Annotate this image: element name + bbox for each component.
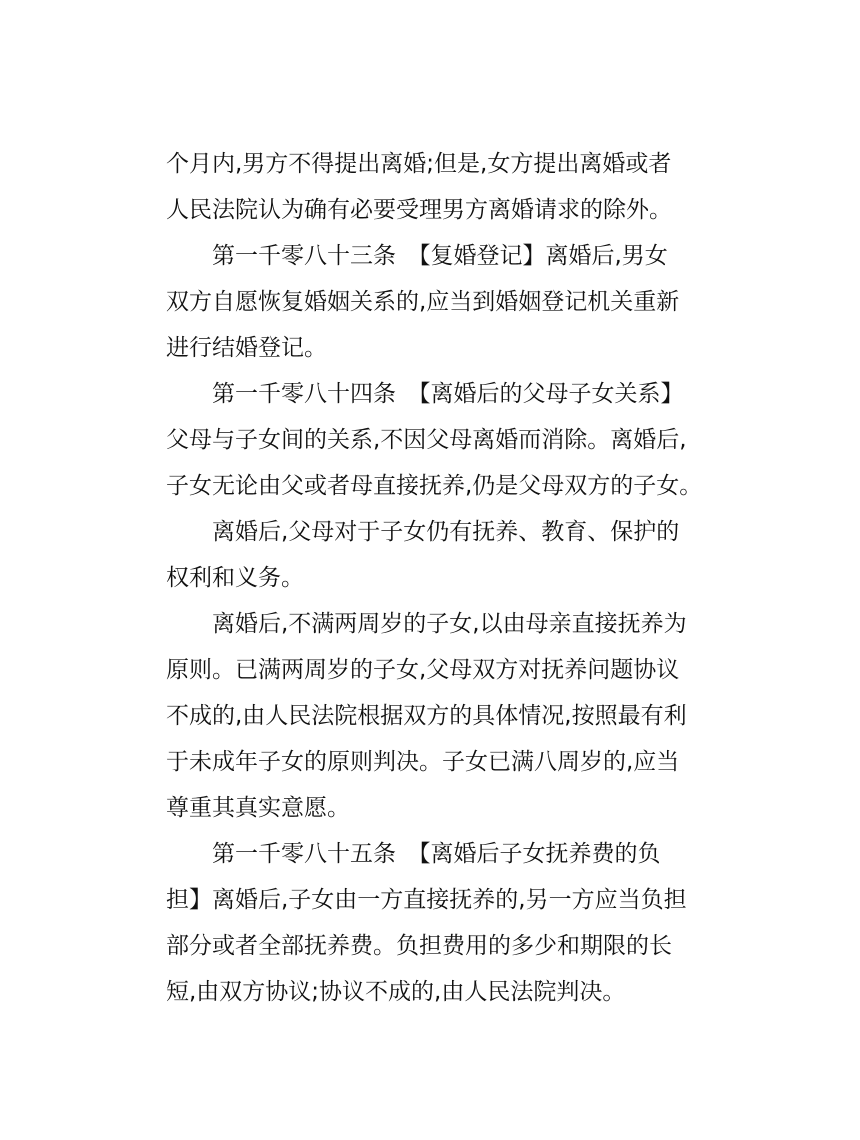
text-line: 原则。已满两周岁的子女,父母双方对抚养问题协议 (166, 657, 680, 683)
article-1083-heading-line: 第一千零八十三条 【复婚登记】离婚后,男女 (212, 243, 668, 269)
text-line: 不成的,由人民法院根据双方的具体情况,按照最有利 (166, 703, 687, 729)
paragraph-start-line: 离婚后,父母对于子女仍有抚养、教育、保护的 (212, 519, 680, 545)
document-body (166, 141, 726, 1015)
text-line: 短,由双方协议;协议不成的,由人民法院判决。 (166, 979, 626, 1005)
text-line: 双方自愿恢复婚姻关系的,应当到婚姻登记机关重新 (166, 289, 680, 315)
paragraph-start-line: 离婚后,不满两周岁的子女,以由母亲直接抚养为 (212, 611, 687, 637)
article-1085-heading-line: 第一千零八十五条 【离婚后子女抚养费的负 (212, 841, 661, 867)
text-line: 部分或者全部抚养费。负担费用的多少和期限的长 (166, 933, 672, 959)
text-line: 父母与子女间的关系,不因父母离婚而消除。离婚后, (166, 427, 687, 453)
text-line: 权利和义务。 (166, 565, 304, 591)
text-line: 个月内,男方不得提出离婚;但是,女方提出离婚或者 (166, 151, 672, 177)
text-line: 尊重其真实意愿。 (166, 795, 350, 821)
text-line: 于未成年子女的原则判决。子女已满八周岁的,应当 (166, 749, 680, 775)
text-line: 人民法院认为确有必要受理男方离婚请求的除外。 (166, 197, 672, 223)
article-1084-heading-line: 第一千零八十四条 【离婚后的父母子女关系】 (212, 381, 684, 407)
text-line: 子女无论由父或者母直接抚养,仍是父母双方的子女。 (166, 473, 703, 499)
text-line: 担】离婚后,子女由一方直接抚养的,另一方应当负担 (166, 887, 687, 913)
text-line: 进行结婚登记。 (166, 335, 327, 361)
